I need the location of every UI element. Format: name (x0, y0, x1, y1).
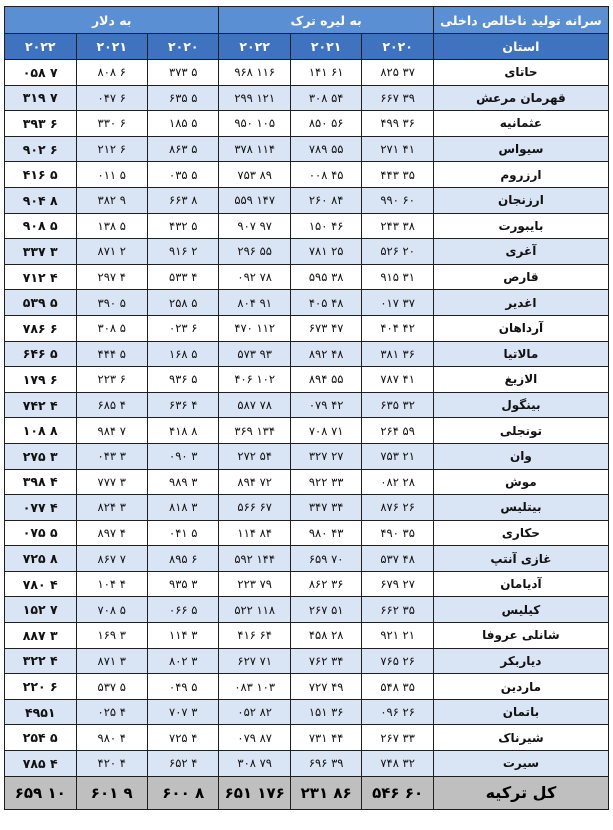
dollar-value-cell: ۶ ۸۹۵ (147, 546, 218, 572)
lira-year-header: ۲۰۲۰ (362, 34, 433, 60)
lira-year-header: ۲۰۲۱ (290, 34, 361, 60)
dollar-value-cell: ۳ ۰۹۰ (147, 443, 218, 469)
lira-value-cell: ۵۱ ۲۶۷ (290, 597, 361, 623)
province-cell: وان (433, 443, 608, 469)
table-row (5, 392, 609, 418)
dollar-value-cell: ۶ ۳۹۳ (5, 111, 77, 137)
lira-value-cell: ۱۰۵ ۹۵۰ (219, 111, 290, 137)
table-row (5, 85, 609, 111)
province-cell: بینگول (433, 392, 608, 418)
dollar-value-cell: ۵ ۲۵۴ (5, 725, 77, 751)
lira-year-header: ۲۰۲۲ (219, 34, 290, 60)
table-row (5, 699, 609, 725)
lira-value-cell: ۳۱ ۹۱۵ (362, 264, 433, 290)
table-row (5, 213, 609, 239)
province-cell: سیواس (433, 136, 608, 162)
province-cell: دیاربکر (433, 648, 608, 674)
lira-value-cell: ۷۸ ۵۸۷ (219, 392, 290, 418)
dollar-value-cell: ۴۹۵۱ (5, 699, 77, 725)
lira-value-cell: ۳۵ ۵۴۸ (362, 674, 433, 700)
table-row (5, 520, 609, 546)
group-header-dollar: به دلار (5, 7, 219, 34)
total-dollar-value: ۹ ۶۰۱ (76, 776, 147, 809)
lira-value-cell: ۳۶ ۱۵۱ (290, 699, 361, 725)
dollar-value-cell: ۳ ۱۱۴ (147, 623, 218, 649)
dollar-value-cell: ۲ ۸۷۱ (76, 239, 147, 265)
lira-value-cell: ۵۴ ۲۷۲ (219, 443, 290, 469)
lira-value-cell: ۵۵ ۲۹۶ (219, 239, 290, 265)
lira-value-cell: ۲۶ ۰۹۶ (362, 699, 433, 725)
dollar-value-cell: ۴ ۰۲۵ (76, 699, 147, 725)
province-cell: آرداهان (433, 315, 608, 341)
dollar-value-cell: ۵ ۳۰۸ (76, 315, 147, 341)
table-row (5, 341, 609, 367)
lira-value-cell: ۷۹ ۳۰۸ (219, 751, 290, 777)
total-dollar-value: ۸ ۶۰۰ (147, 776, 218, 809)
total-row (5, 776, 609, 809)
dollar-value-cell: ۶ ۰۴۷ (76, 85, 147, 111)
table-row (5, 495, 609, 521)
province-cell: شیرناک (433, 725, 608, 751)
province-cell: حکاری (433, 520, 608, 546)
dollar-value-cell: ۵ ۱۸۵ (147, 111, 218, 137)
dollar-value-cell: ۴ ۷۲۵ (147, 725, 218, 751)
lira-value-cell: ۶۰ ۹۹۰ (362, 187, 433, 213)
lira-value-cell: ۳۷ ۸۲۵ (362, 60, 433, 86)
dollar-value-cell: ۳ ۳۳۷ (5, 239, 77, 265)
dollar-value-cell: ۵ ۷۰۸ (76, 597, 147, 623)
table-row (5, 597, 609, 623)
dollar-value-cell: ۵ ۶۳۵ (147, 85, 218, 111)
lira-value-cell: ۴۷ ۶۷۳ (290, 315, 361, 341)
lira-value-cell: ۳۹ ۶۶۷ (362, 85, 433, 111)
dollar-value-cell: ۴ ۴۲۰ (76, 751, 147, 777)
province-cell: مالاتیا (433, 341, 608, 367)
dollar-value-cell: ۵ ۳۹۰ (76, 290, 147, 316)
dollar-value-cell: ۵ ۳۷۳ (147, 60, 218, 86)
lira-value-cell: ۴۱ ۷۸۷ (362, 367, 433, 393)
dollar-value-cell: ۵ ۰۴۱ (147, 520, 218, 546)
lira-value-cell: ۴۶ ۱۵۰ (290, 213, 361, 239)
dollar-value-cell: ۵ ۰۴۹ (147, 674, 218, 700)
table-row (5, 674, 609, 700)
lira-value-cell: ۳۶ ۴۹۹ (362, 111, 433, 137)
lira-value-cell: ۳۲ ۷۴۸ (362, 751, 433, 777)
header-row-groups (5, 7, 609, 34)
table-row (5, 469, 609, 495)
lira-value-cell: ۳۵ ۶۶۲ (362, 597, 433, 623)
lira-value-cell: ۹۱ ۸۰۴ (219, 290, 290, 316)
dollar-year-header: ۲۰۲۰ (147, 34, 218, 60)
province-cell: آدیامان (433, 571, 608, 597)
table-row (5, 290, 609, 316)
lira-value-cell: ۴۹ ۷۲۷ (290, 674, 361, 700)
province-cell: ارزنجان (433, 187, 608, 213)
lira-value-cell: ۵۴ ۳۰۸ (290, 85, 361, 111)
total-dollar-value: ۱۰ ۶۵۹ (5, 776, 77, 809)
table-row (5, 751, 609, 777)
dollar-value-cell: ۵ ۶۴۶ (5, 341, 77, 367)
lira-value-cell: ۲۷ ۳۲۷ (290, 443, 361, 469)
dollar-value-cell: ۷ ۳۱۹ (5, 85, 77, 111)
lira-value-cell: ۶۷ ۵۶۶ (219, 495, 290, 521)
dollar-value-cell: ۸ ۴۱۸ (147, 418, 218, 444)
province-cell: الازیغ (433, 367, 608, 393)
dollar-value-cell: ۳ ۸۲۴ (76, 495, 147, 521)
province-cell: قارص (433, 264, 608, 290)
dollar-year-header: ۲۰۲۱ (76, 34, 147, 60)
table-row (5, 648, 609, 674)
dollar-value-cell: ۸ ۶۶۳ (147, 187, 218, 213)
dollar-value-cell: ۴ ۵۳۳ (147, 264, 218, 290)
dollar-value-cell: ۴ ۸۹۷ (76, 520, 147, 546)
lira-value-cell: ۵۹ ۲۶۴ (362, 418, 433, 444)
dollar-value-cell: ۵ ۵۳۹ (5, 290, 77, 316)
dollar-value-cell: ۴ ۰۷۷ (5, 495, 77, 521)
dollar-value-cell: ۳ ۹۳۵ (147, 571, 218, 597)
lira-value-cell: ۵۶ ۸۵۰ (290, 111, 361, 137)
lira-value-cell: ۲۸ ۰۸۲ (362, 469, 433, 495)
lira-value-cell: ۳۷ ۰۱۷ (362, 290, 433, 316)
lira-value-cell: ۱۱۶ ۹۶۸ (219, 60, 290, 86)
table-row (5, 367, 609, 393)
dollar-value-cell: ۶ ۰۲۳ (147, 315, 218, 341)
dollar-value-cell: ۵ ۰۳۵ (147, 162, 218, 188)
lira-value-cell: ۲۸ ۴۵۸ (290, 623, 361, 649)
table-row (5, 315, 609, 341)
dollar-value-cell: ۳ ۷۰۷ (147, 699, 218, 725)
dollar-value-cell: ۲ ۹۱۶ (147, 239, 218, 265)
dollar-value-cell: ۶ ۹۰۲ (5, 136, 77, 162)
lira-value-cell: ۸۴ ۱۱۴ (219, 520, 290, 546)
lira-value-cell: ۸۷ ۰۷۹ (219, 725, 290, 751)
dollar-value-cell: ۳ ۱۶۹ (76, 623, 147, 649)
total-lira-value: ۶۰ ۵۴۶ (362, 776, 433, 809)
group-header-lira: به لیره ترک (219, 7, 433, 34)
table-row (5, 418, 609, 444)
lira-value-cell: ۳۵ ۴۹۰ (362, 520, 433, 546)
lira-value-cell: ۹۳ ۵۷۳ (219, 341, 290, 367)
province-cell: سیرت (433, 751, 608, 777)
lira-value-cell: ۳۴ ۷۶۲ (290, 648, 361, 674)
lira-value-cell: ۳۶ ۳۸۱ (362, 341, 433, 367)
dollar-value-cell: ۵ ۰۶۶ (147, 597, 218, 623)
lira-value-cell: ۲۰ ۵۲۶ (362, 239, 433, 265)
dollar-value-cell: ۸ ۷۲۵ (5, 546, 77, 572)
dollar-value-cell: ۳ ۲۷۵ (5, 443, 77, 469)
lira-value-cell: ۸۹ ۷۵۳ (219, 162, 290, 188)
lira-value-cell: ۱۱۸ ۵۲۲ (219, 597, 290, 623)
dollar-value-cell: ۳ ۸۷۱ (76, 648, 147, 674)
dollar-value-cell: ۶ ۲۲۳ (76, 367, 147, 393)
dollar-value-cell: ۴ ۳۹۸ (5, 469, 77, 495)
lira-value-cell: ۷۱ ۷۰۸ (290, 418, 361, 444)
total-lira-value: ۸۶ ۲۳۱ (290, 776, 361, 809)
table-row (5, 162, 609, 188)
table-row (5, 571, 609, 597)
table-row (5, 239, 609, 265)
lira-value-cell: ۱۱۴ ۳۷۸ (219, 136, 290, 162)
dollar-value-cell: ۷ ۹۸۴ (76, 418, 147, 444)
gdp-per-capita-table-container (4, 6, 609, 810)
dollar-value-cell: ۵ ۴۱۶ (5, 162, 77, 188)
province-column-header: استان (433, 34, 608, 60)
lira-value-cell: ۴۲ ۰۷۹ (290, 392, 361, 418)
table-row (5, 546, 609, 572)
lira-value-cell: ۱۰۲ ۴۰۶ (219, 367, 290, 393)
dollar-value-cell: ۹ ۳۸۲ (76, 187, 147, 213)
dollar-value-cell: ۶ ۱۷۹ (5, 367, 77, 393)
lira-value-cell: ۱۱۲ ۴۷۰ (219, 315, 290, 341)
lira-value-cell: ۱۴۴ ۵۹۲ (219, 546, 290, 572)
table-row (5, 187, 609, 213)
lira-value-cell: ۲۱ ۹۲۱ (362, 623, 433, 649)
table-row (5, 264, 609, 290)
table-title: سرانه تولید ناخالص داخلی (433, 7, 608, 34)
lira-value-cell: ۳۸ ۵۹۵ (290, 264, 361, 290)
lira-value-cell: ۵۵ ۷۸۹ (290, 136, 361, 162)
lira-value-cell: ۲۵ ۷۸۱ (290, 239, 361, 265)
lira-value-cell: ۳۲ ۶۳۵ (362, 392, 433, 418)
header-row-years (5, 34, 609, 60)
lira-value-cell: ۳۸ ۲۴۳ (362, 213, 433, 239)
lira-value-cell: ۳۴ ۳۴۷ (290, 495, 361, 521)
dollar-value-cell: ۶ ۲۱۲ (76, 136, 147, 162)
lira-value-cell: ۶۴ ۴۱۶ (219, 623, 290, 649)
lira-value-cell: ۳۵ ۴۴۳ (362, 162, 433, 188)
dollar-value-cell: ۵ ۱۳۸ (76, 213, 147, 239)
dollar-value-cell: ۴ ۶۳۶ (147, 392, 218, 418)
dollar-value-cell: ۴ ۷۸۵ (5, 751, 77, 777)
dollar-value-cell: ۵ ۱۶۸ (147, 341, 218, 367)
dollar-value-cell: ۶ ۲۲۰ (5, 674, 77, 700)
dollar-value-cell: ۴ ۶۸۵ (76, 392, 147, 418)
lira-value-cell: ۷۲ ۸۹۴ (219, 469, 290, 495)
province-cell: باتمان (433, 699, 608, 725)
dollar-value-cell: ۳ ۸۸۷ (5, 623, 77, 649)
province-cell: بایبورت (433, 213, 608, 239)
lira-value-cell: ۴۳ ۹۸۰ (290, 520, 361, 546)
table-row (5, 60, 609, 86)
province-cell: کیلیس (433, 597, 608, 623)
dollar-value-cell: ۵ ۸۶۳ (147, 136, 218, 162)
province-cell: ماردین (433, 674, 608, 700)
lira-value-cell: ۴۸ ۸۹۲ (290, 341, 361, 367)
lira-value-cell: ۱۰۳ ۰۸۳ (219, 674, 290, 700)
dollar-value-cell: ۴ ۶۵۲ (147, 751, 218, 777)
dollar-value-cell: ۷ ۱۵۲ (5, 597, 77, 623)
dollar-value-cell: ۴ ۲۹۷ (76, 264, 147, 290)
province-cell: شانلی عروفا (433, 623, 608, 649)
lira-value-cell: ۱۴۷ ۵۵۹ (219, 187, 290, 213)
lira-value-cell: ۳۶ ۸۶۲ (290, 571, 361, 597)
lira-value-cell: ۷۱ ۶۲۷ (219, 648, 290, 674)
dollar-value-cell: ۸ ۹۰۴ (5, 187, 77, 213)
lira-value-cell: ۷۹ ۲۲۳ (219, 571, 290, 597)
lira-value-cell: ۲۱ ۷۵۳ (362, 443, 433, 469)
dollar-value-cell: ۴ ۳۲۲ (5, 648, 77, 674)
lira-value-cell: ۴۴ ۷۳۱ (290, 725, 361, 751)
lira-value-cell: ۱۲۱ ۲۹۹ (219, 85, 290, 111)
lira-value-cell: ۷۰ ۶۵۹ (290, 546, 361, 572)
dollar-value-cell: ۵ ۹۳۶ (147, 367, 218, 393)
lira-value-cell: ۳۳ ۹۲۲ (290, 469, 361, 495)
dollar-value-cell: ۵ ۴۴۴ (76, 341, 147, 367)
lira-value-cell: ۸۲ ۰۵۲ (219, 699, 290, 725)
table-body (5, 60, 609, 777)
province-cell: قهرمان مرعش (433, 85, 608, 111)
dollar-value-cell: ۸ ۱۰۸ (5, 418, 77, 444)
table-row (5, 111, 609, 137)
total-label: کل ترکیه (433, 776, 608, 809)
lira-value-cell: ۲۷ ۶۷۹ (362, 571, 433, 597)
dollar-value-cell: ۴ ۷۴۲ (5, 392, 77, 418)
table-row (5, 725, 609, 751)
dollar-value-cell: ۶ ۷۸۶ (5, 315, 77, 341)
dollar-value-cell: ۳ ۹۸۹ (147, 469, 218, 495)
dollar-value-cell: ۴ ۷۱۲ (5, 264, 77, 290)
dollar-value-cell: ۵ ۲۵۸ (147, 290, 218, 316)
table-row (5, 443, 609, 469)
dollar-value-cell: ۶ ۸۰۸ (76, 60, 147, 86)
province-cell: اغدیر (433, 290, 608, 316)
province-cell: غازی آنتپ (433, 546, 608, 572)
lira-value-cell: ۲۶ ۷۶۵ (362, 648, 433, 674)
dollar-value-cell: ۳ ۰۴۳ (76, 443, 147, 469)
province-cell: عثمانیه (433, 111, 608, 137)
dollar-value-cell: ۴ ۹۸۰ (76, 725, 147, 751)
dollar-value-cell: ۴ ۷۸۰ (5, 571, 77, 597)
dollar-value-cell: ۵ ۹۰۸ (5, 213, 77, 239)
dollar-value-cell: ۳ ۸۰۲ (147, 648, 218, 674)
lira-value-cell: ۸۴ ۲۶۰ (290, 187, 361, 213)
province-cell: ارزروم (433, 162, 608, 188)
gdp-per-capita-table (4, 6, 609, 810)
dollar-value-cell: ۷ ۰۵۸ (5, 60, 77, 86)
dollar-value-cell: ۴ ۱۰۴ (76, 571, 147, 597)
dollar-value-cell: ۵ ۰۷۵ (5, 520, 77, 546)
lira-value-cell: ۹۷ ۹۰۷ (219, 213, 290, 239)
province-cell: آغری (433, 239, 608, 265)
dollar-value-cell: ۷ ۸۶۷ (76, 546, 147, 572)
province-cell: موش (433, 469, 608, 495)
dollar-year-header: ۲۰۲۲ (5, 34, 77, 60)
lira-value-cell: ۱۳۴ ۳۶۹ (219, 418, 290, 444)
dollar-value-cell: ۵ ۵۳۷ (76, 674, 147, 700)
lira-value-cell: ۷۸ ۰۹۲ (219, 264, 290, 290)
lira-value-cell: ۴۵ ۰۰۸ (290, 162, 361, 188)
dollar-value-cell: ۳ ۷۷۷ (76, 469, 147, 495)
lira-value-cell: ۳۹ ۶۹۶ (290, 751, 361, 777)
dollar-value-cell: ۶ ۳۳۰ (76, 111, 147, 137)
province-cell: بیتلیس (433, 495, 608, 521)
lira-value-cell: ۴۸ ۴۰۵ (290, 290, 361, 316)
lira-value-cell: ۴۸ ۵۳۷ (362, 546, 433, 572)
total-lira-value: ۱۷۶ ۶۵۱ (219, 776, 290, 809)
lira-value-cell: ۶۱ ۱۴۱ (290, 60, 361, 86)
table-row (5, 136, 609, 162)
table-row (5, 623, 609, 649)
lira-value-cell: ۴۱ ۲۷۱ (362, 136, 433, 162)
dollar-value-cell: ۵ ۰۱۱ (76, 162, 147, 188)
lira-value-cell: ۳۳ ۲۶۷ (362, 725, 433, 751)
province-cell: حاتای (433, 60, 608, 86)
dollar-value-cell: ۵ ۴۳۲ (147, 213, 218, 239)
dollar-value-cell: ۳ ۸۱۸ (147, 495, 218, 521)
lira-value-cell: ۲۶ ۸۷۶ (362, 495, 433, 521)
lira-value-cell: ۵۵ ۸۹۴ (290, 367, 361, 393)
lira-value-cell: ۴۲ ۴۰۴ (362, 315, 433, 341)
province-cell: تونجلی (433, 418, 608, 444)
